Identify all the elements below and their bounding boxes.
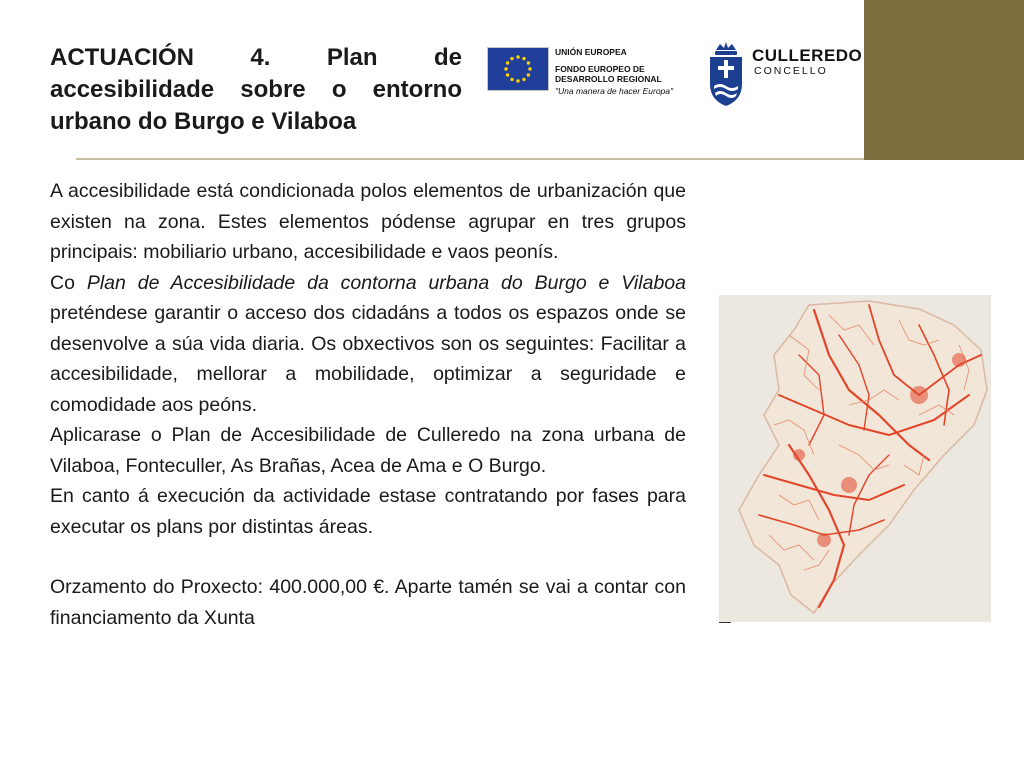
eu-union-label: UNIÓN EUROPEA	[555, 47, 627, 57]
header-divider	[76, 158, 864, 160]
title-line: ACTUACIÓN 4. Plan de	[50, 44, 462, 71]
accent-bar	[864, 0, 1024, 160]
eu-fund-label: DESARROLLO REGIONAL	[555, 74, 662, 84]
paragraph-prefix: Co	[50, 271, 87, 294]
eu-logo-text	[555, 47, 673, 96]
title-line: urbano do Burgo e Vilaboa	[50, 108, 357, 135]
title-line: accesibilidade sobre o entorno	[50, 76, 462, 103]
paragraph: Aplicarase o Plan de Accesibilidade de Culleredo na zona urbana de Vilaboa, Fonteculler, As Brañas, Acea de Ama e O Burgo.	[50, 424, 686, 477]
body-text	[50, 176, 686, 633]
eu-flag-icon	[487, 47, 549, 91]
eu-motto-label: "Una manera de hacer Europa"	[555, 86, 674, 96]
culleredo-logo	[706, 40, 863, 110]
paragraph: A accesibilidade está condicionada polos elementos de urbanización que existen na zona. Estes elementos pódense agrupar en tres grupos principais: mobiliario urbano, accesibilidade e vaos peonís.	[50, 180, 686, 263]
plan-name-italic: Plan de Accesibilidade da contorna urbana do Burgo e Vilaboa	[86, 271, 686, 294]
council-shield-icon	[706, 40, 746, 108]
paragraph-suffix: preténdese garantir o acceso dos cidadáns a todos os espazos onde se desenvolve a súa vida diaria. Os obxectivos son os seguintes: Facilitar a accesibilidade, mellorar a mobilidade, optimizar a seguridade e comodidade aos peóns.	[50, 302, 686, 416]
eu-fund-label: FONDO EUROPEO DE	[555, 64, 645, 74]
municipality-map	[719, 295, 991, 622]
map-tick-mark	[719, 622, 731, 623]
council-name: CULLEREDO	[752, 46, 863, 65]
map-illustration	[719, 295, 991, 622]
budget-paragraph: Orzamento do Proxecto: 400.000,00 €. Aparte tamén se vai a contar con financiamento da Xunta	[50, 576, 686, 629]
accent-stripe	[856, 0, 864, 160]
slide-title	[50, 42, 462, 138]
paragraph	[50, 268, 686, 421]
eu-feder-logo	[487, 47, 687, 105]
council-subtitle: CONCELLO	[754, 65, 828, 77]
paragraph: En canto á execución da actividade estase contratando por fases para executar os plans por distintas áreas.	[50, 485, 686, 538]
paragraph-spacer	[50, 542, 686, 572]
